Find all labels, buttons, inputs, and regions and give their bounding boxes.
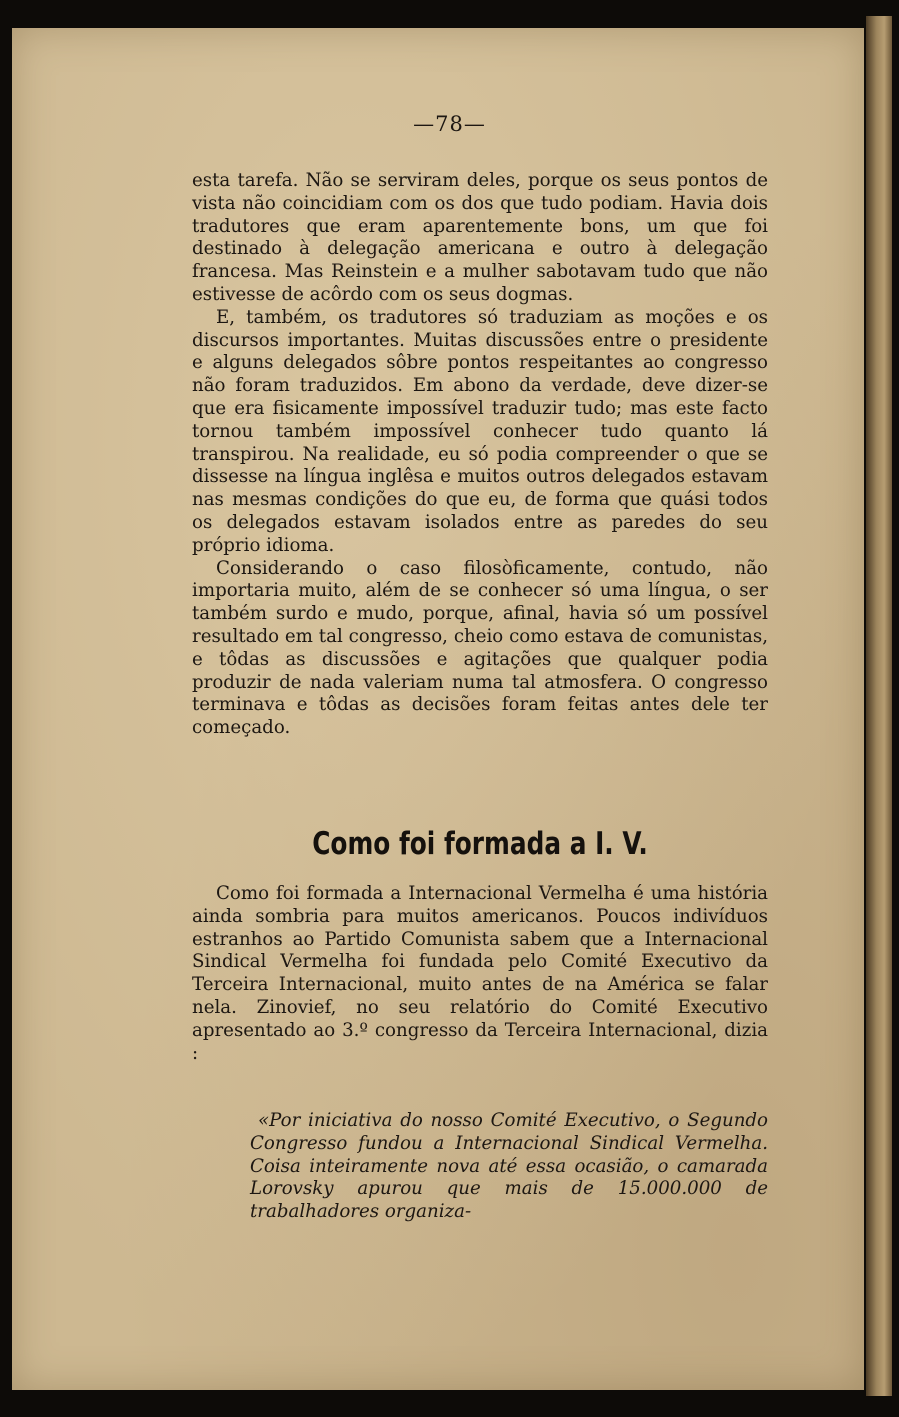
section-heading: Como foi formada a I. V. <box>312 826 648 862</box>
paragraph-1: esta tarefa. Não se serviram deles, porque os seus pontos de vista não coincidiam com os dos que tudo podiam. Havia dois tradutores que eram aparentemente bons, um que foi destinado à delegação americana e outro à delegação francesa. Mas Reinstein e a mulher sabotavam tudo que não estivesse de acôrdo com os seus dogmas. <box>192 170 768 305</box>
body-text-section <box>192 883 768 1065</box>
body-text-top <box>192 170 768 740</box>
quote-text: «Por iniciativa do nosso Comité Executivo, o Segundo Congresso fundou a Internacional Sindical Vermelha. Coisa inteiramente nova até essa ocasião, o camarada Lorovsky apurou que mais de 15.000.000 de trabalhadores organiza- <box>250 1110 768 1223</box>
quotation <box>250 1110 768 1224</box>
adjacent-page-edge <box>866 16 892 1396</box>
paragraph-2: E, também, os tradutores só traduziam as moções e os discursos importantes. Muitas discussões entre o presidente e alguns delegados sôbre pontos respeitantes ao congresso não foram traduzidos. Em abono da verdade, deve dizer-se que era fisicamente impossível traduzir tudo; mas este facto tornou também impossível conhecer tudo quanto lá transpirou. Na realidade, eu só podia compreender o que se dissesse na língua inglêsa e muitos outros delegados estavam nas mesmas condições do que eu, de forma que quási todos os delegados estavam isolados entre as paredes do seu próprio idioma. <box>192 306 768 556</box>
page-number: —78— <box>413 112 486 136</box>
paragraph-4: Como foi formada a Internacional Vermelha é uma história ainda sombria para muitos americanos. Poucos indivíduos estranhos ao Partido Comunista sabem que a Internacional Sindical Vermelha foi fundada pelo Comité Executivo da Terceira Internacional, muito antes de na América se falar nela. Zinovief, no seu relatório do Comité Executivo apresentado ao 3.º congresso da Terceira Internacional, dizia : <box>192 883 768 1064</box>
paragraph-3: Considerando o caso filosòficamente, contudo, não importaria muito, além de se conhecer só uma língua, o ser também surdo e mudo, porque, afinal, havia só um possível resultado em tal congresso, cheio como estava de comunistas, e tôdas as discussões e agitações que qualquer podia produzir de nada valeriam numa tal atmosfera. O congresso terminava e tôdas as decisões foram feitas antes dele ter começado. <box>192 557 768 739</box>
